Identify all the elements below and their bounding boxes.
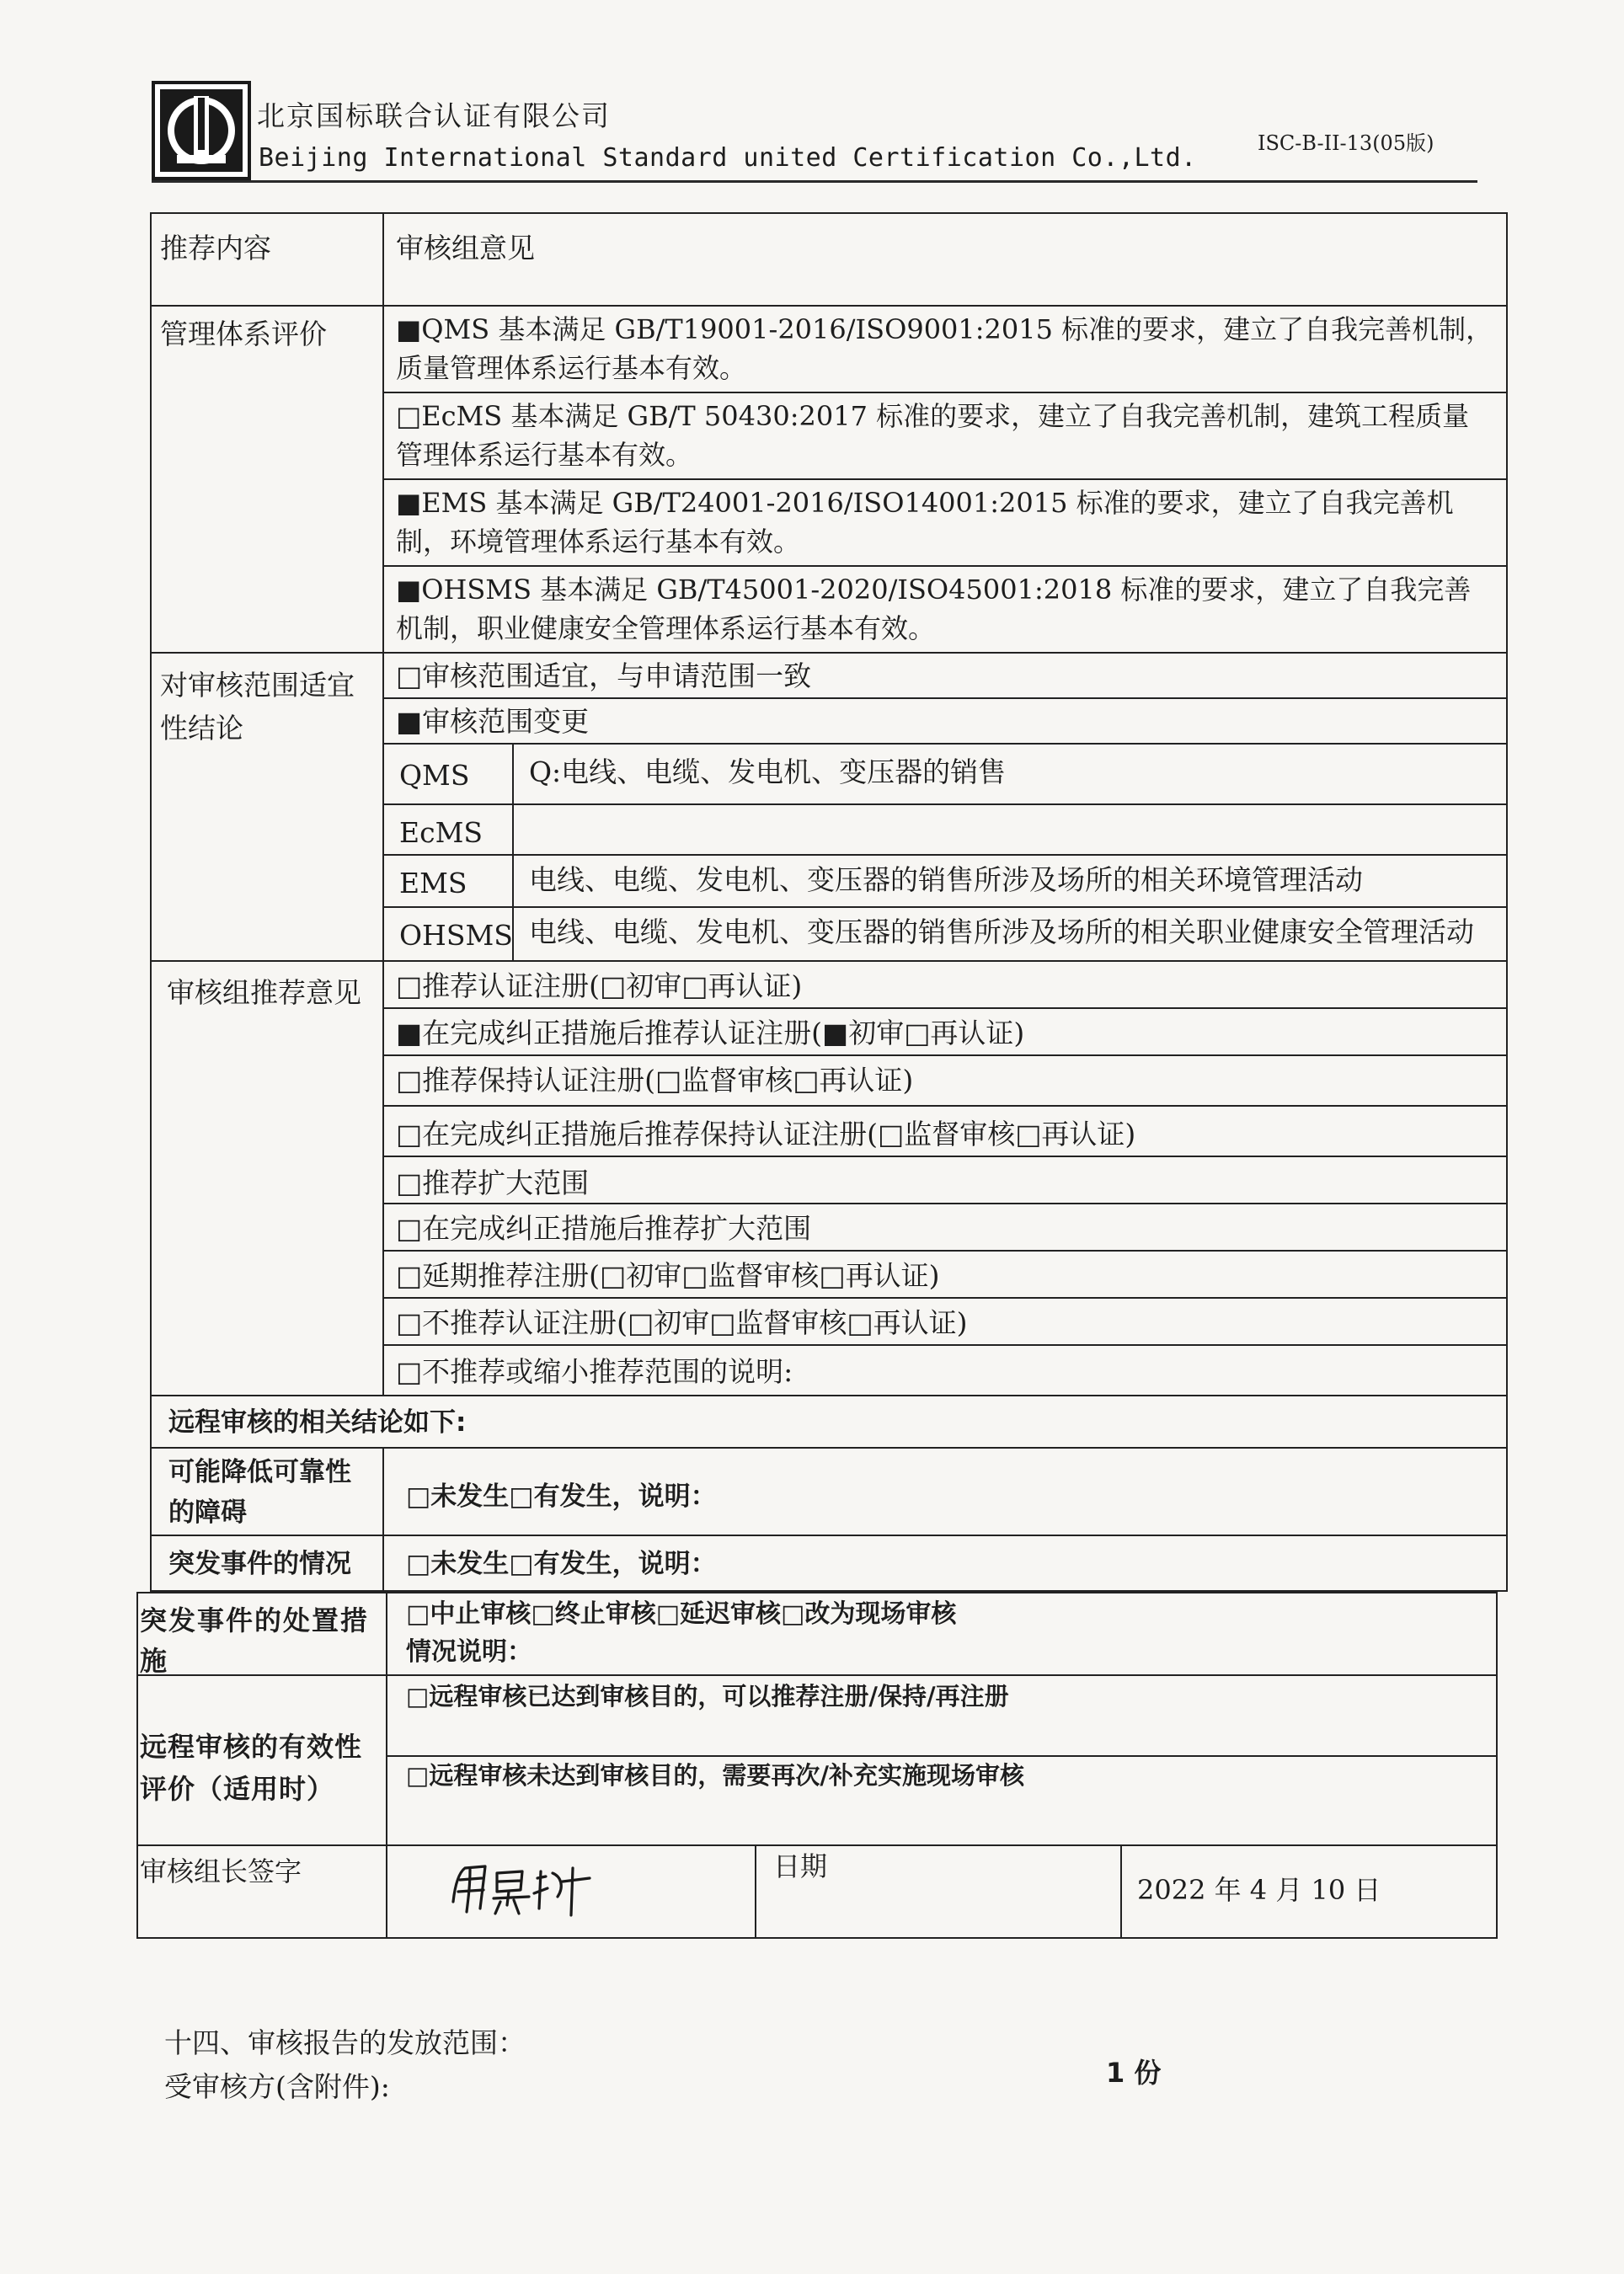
company-logo xyxy=(152,81,251,180)
scope-row-text: 电线、电缆、发电机、变压器的销售所涉及场所的相关职业健康安全管理活动 xyxy=(514,908,1508,962)
leader-signature xyxy=(446,1853,598,1920)
recommend-option: □推荐认证注册(□初审□再认证) xyxy=(384,962,1508,1009)
mgmt-item-ems: ■EMS 基本满足 GB/T24001-2016/ISO14001:2015 标准的要求，建立了自我完善机制，环境管理体系运行基本有效。 xyxy=(384,480,1508,567)
validity-label: 远程审核的有效性评价（适用时） xyxy=(136,1676,387,1846)
emergency-label: 突发事件的情况 xyxy=(150,1536,384,1592)
recommend-option: □推荐保持认证注册(□监督审核□再认证) xyxy=(384,1056,1508,1107)
recommend-option: □延期推荐注册(□初审□监督审核□再认证) xyxy=(384,1252,1508,1299)
scope-row-text xyxy=(514,805,1508,856)
date-value: 2022 年 4 月 10 日 xyxy=(1137,1874,1381,1906)
handling-cell xyxy=(387,1592,1498,1676)
scope-label: 对审核范围适宜性结论 xyxy=(150,654,384,962)
handling-text: □中止审核□终止审核□延迟审核□改为现场审核 xyxy=(406,1599,957,1629)
leader-sign-label: 审核组长签字 xyxy=(136,1846,387,1939)
remote-audit-heading: 远程审核的相关结论如下: xyxy=(150,1396,1508,1449)
scope-row-text: 电线、电缆、发电机、变压器的销售所涉及场所的相关环境管理活动 xyxy=(514,856,1508,908)
document-number: ISC-B-II-13(05版) xyxy=(1258,131,1434,155)
scope-ok-option: □审核范围适宜，与申请范围一致 xyxy=(384,654,1508,699)
obstacle-text: □未发生□有发生，说明： xyxy=(384,1449,1508,1536)
handling-label: 突发事件的处置措施 xyxy=(136,1592,387,1676)
col-audit-opinion: 审核组意见 xyxy=(384,212,1508,307)
copies-count: 1 份 xyxy=(1106,2057,1162,2089)
company-name-en: Beijing International Standard united Certification Co.,Ltd. xyxy=(259,143,1197,173)
handling-note: 情况说明： xyxy=(406,1637,532,1667)
date-label: 日期 xyxy=(756,1846,1122,1939)
scope-row-text: Q:电线、电缆、发电机、变压器的销售 xyxy=(514,745,1508,805)
obstacle-label: 可能降低可靠性的障碍 xyxy=(150,1449,384,1536)
mgmt-eval-label: 管理体系评价 xyxy=(150,307,384,654)
scope-row-sys: OHSMS xyxy=(384,908,514,962)
header-rule xyxy=(152,180,1477,183)
recommend-option: ■在完成纠正措施后推荐认证注册(■初审□再认证) xyxy=(384,1009,1508,1056)
recommend-option: □不推荐或缩小推荐范围的说明: xyxy=(384,1346,1508,1396)
recipient-label: 受审核方(含附件): xyxy=(164,2070,390,2103)
emergency-text: □未发生□有发生，说明： xyxy=(406,1549,717,1579)
validity-not-option: □远程审核未达到审核目的，需要再次/补充实施现场审核 xyxy=(387,1757,1498,1846)
mgmt-item-ohsms: ■OHSMS 基本满足 GB/T45001-2020/ISO45001:2018 标准的要求，建立了自我完善机制，职业健康安全管理体系运行基本有效。 xyxy=(384,567,1508,654)
recommend-option: □推荐扩大范围 xyxy=(384,1157,1508,1204)
mgmt-item-qms: ■QMS 基本满足 GB/T19001-2016/ISO9001:2015 标准的要求，建立了自我完善机制，质量管理体系运行基本有效。 xyxy=(384,307,1508,393)
scope-change-option: ■审核范围变更 xyxy=(384,699,1508,745)
col-recommend-content: 推荐内容 xyxy=(150,212,384,307)
company-name-cn: 北京国标联合认证有限公司 xyxy=(257,99,611,132)
distribution-section-title: 十四、审核报告的发放范围： xyxy=(164,2026,526,2059)
scope-row-sys: QMS xyxy=(384,745,514,805)
recommend-option: □不推荐认证注册(□初审□监督审核□再认证) xyxy=(384,1299,1508,1346)
validity-ok-option: □远程审核已达到审核目的，可以推荐注册/保持/再注册 xyxy=(387,1676,1498,1757)
mgmt-item-ecms: □EcMS 基本满足 GB/T 50430:2017 标准的要求，建立了自我完善机制，建筑工程质量管理体系运行基本有效。 xyxy=(384,393,1508,480)
recommend-label: 审核组推荐意见 xyxy=(150,962,384,1396)
recommend-option: □在完成纠正措施后推荐保持认证注册(□监督审核□再认证) xyxy=(384,1107,1508,1157)
scope-row-sys: EMS xyxy=(384,856,514,908)
scope-row-sys: EcMS xyxy=(384,805,514,856)
recommend-option: □在完成纠正措施后推荐扩大范围 xyxy=(384,1204,1508,1252)
